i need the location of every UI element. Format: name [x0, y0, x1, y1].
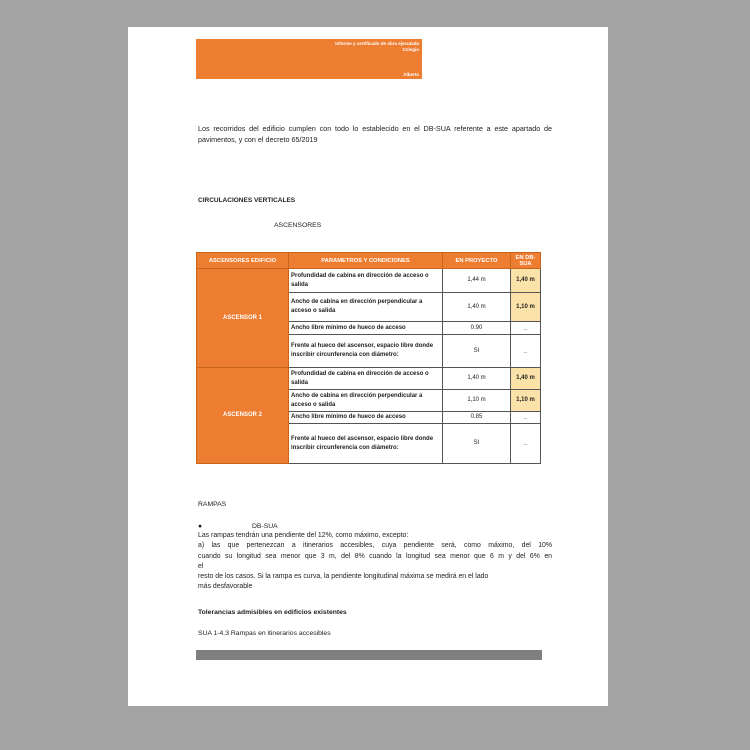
db-sua-cell: 1,40 m: [511, 368, 541, 390]
table-header-cell: EN PROYECTO: [443, 253, 511, 269]
proyecto-cell: SI: [443, 335, 511, 368]
group-cell-ascensor-1: ASCENSOR 1: [197, 269, 289, 368]
db-sua-cell: _: [511, 424, 541, 464]
param-cell: Frente al hueco del ascensor, espacio libre donde inscribir circunferencia con diámetro:: [289, 424, 443, 464]
proyecto-cell: 0.90: [443, 322, 511, 335]
circulaciones-heading: CIRCULACIONES VERTICALES: [198, 197, 296, 204]
header-banner: [196, 39, 422, 79]
db-sua-cell: _: [511, 322, 541, 335]
proyecto-cell: 1,10 m: [443, 390, 511, 412]
rampas-line: el: [198, 562, 204, 570]
table-header-cell: EN DB-SUA: [511, 253, 541, 269]
header-line-2: Colegio: [402, 47, 419, 52]
group-cell-ascensor-2: ASCENSOR 2: [197, 368, 289, 464]
tolerancias-heading: Tolerancias admisibles en edificios existentes: [198, 609, 347, 616]
param-cell: Ancho de cabina en dirección perpendicular a acceso o salida: [289, 390, 443, 412]
table-row: [197, 368, 541, 390]
proyecto-cell: SI: [443, 424, 511, 464]
param-cell: Frente al hueco del ascensor, espacio libre donde inscribir circunferencia con diámetro:: [289, 335, 443, 368]
rampas-line: resto de los casos. Si la rampa es curva, la pendiente longitudinal máxima se medirá en el lado: [198, 573, 489, 581]
db-sua-cell: 1,10 m: [511, 390, 541, 412]
table-header-cell: ASCENSORES EDIFICIO: [197, 253, 289, 269]
header-line-1: Informe y certificado de obra ejecutada: [335, 41, 419, 46]
sua-reference: SUA 1-4.3 Rampas en itinerarios accesibles: [198, 630, 331, 637]
proyecto-cell: 0.85: [443, 412, 511, 424]
param-cell: Ancho libre mínimo de hueco de acceso: [289, 322, 443, 335]
table-row: [197, 269, 541, 293]
rampas-line: cuando su longitud sea menor que 3 m, del 8% cuando la longitud sea menor que 6 m y del 6% en: [198, 552, 552, 560]
ascensores-heading: ASCENSORES: [274, 222, 322, 229]
document-page: [128, 27, 608, 706]
param-cell: Ancho de cabina en dirección perpendicular a acceso o salida: [289, 293, 443, 322]
db-sua-cell: _: [511, 335, 541, 368]
rampas-paragraph: [198, 531, 552, 593]
ascensores-table: [196, 252, 541, 464]
proyecto-cell: 1,40 m: [443, 368, 511, 390]
param-cell: Profundidad de cabina en dirección de acceso o salida: [289, 269, 443, 293]
proyecto-cell: 1,40 m: [443, 293, 511, 322]
proyecto-cell: 1,44 m: [443, 269, 511, 293]
rampas-heading: RAMPAS: [198, 501, 227, 508]
intro-paragraph: Los recorridos del edificio cumplen con todo lo establecido en el DB-SUA referente a este apartado de pavimentos, y con el decreto 65/2019: [198, 124, 552, 144]
db-sua-cell: _: [511, 412, 541, 424]
rampas-line: a) las que pertenezcan a itinerarios accesibles, cuya pendiente será, como máximo, del 10%: [198, 542, 552, 550]
rampas-line: más desfavorable: [198, 583, 253, 591]
param-cell: Profundidad de cabina en dirección de acceso o salida: [289, 368, 443, 390]
bullet-icon: ●: [198, 523, 203, 530]
db-sua-cell: 1,40 m: [511, 269, 541, 293]
table-header-cell: PARAMETROS Y CONDICIONES: [289, 253, 443, 269]
db-sua-label: DB-SUA: [252, 523, 278, 530]
header-line-3: Alberto: [403, 72, 419, 77]
gray-divider-bar: [196, 650, 542, 660]
param-cell: Ancho libre mínimo de hueco de acceso: [289, 412, 443, 424]
rampas-line: Las rampas tendrán una pendiente del 12%, como máximo, excepto:: [198, 532, 409, 539]
table-header-row: [197, 253, 541, 269]
db-sua-cell: 1,10 m: [511, 293, 541, 322]
